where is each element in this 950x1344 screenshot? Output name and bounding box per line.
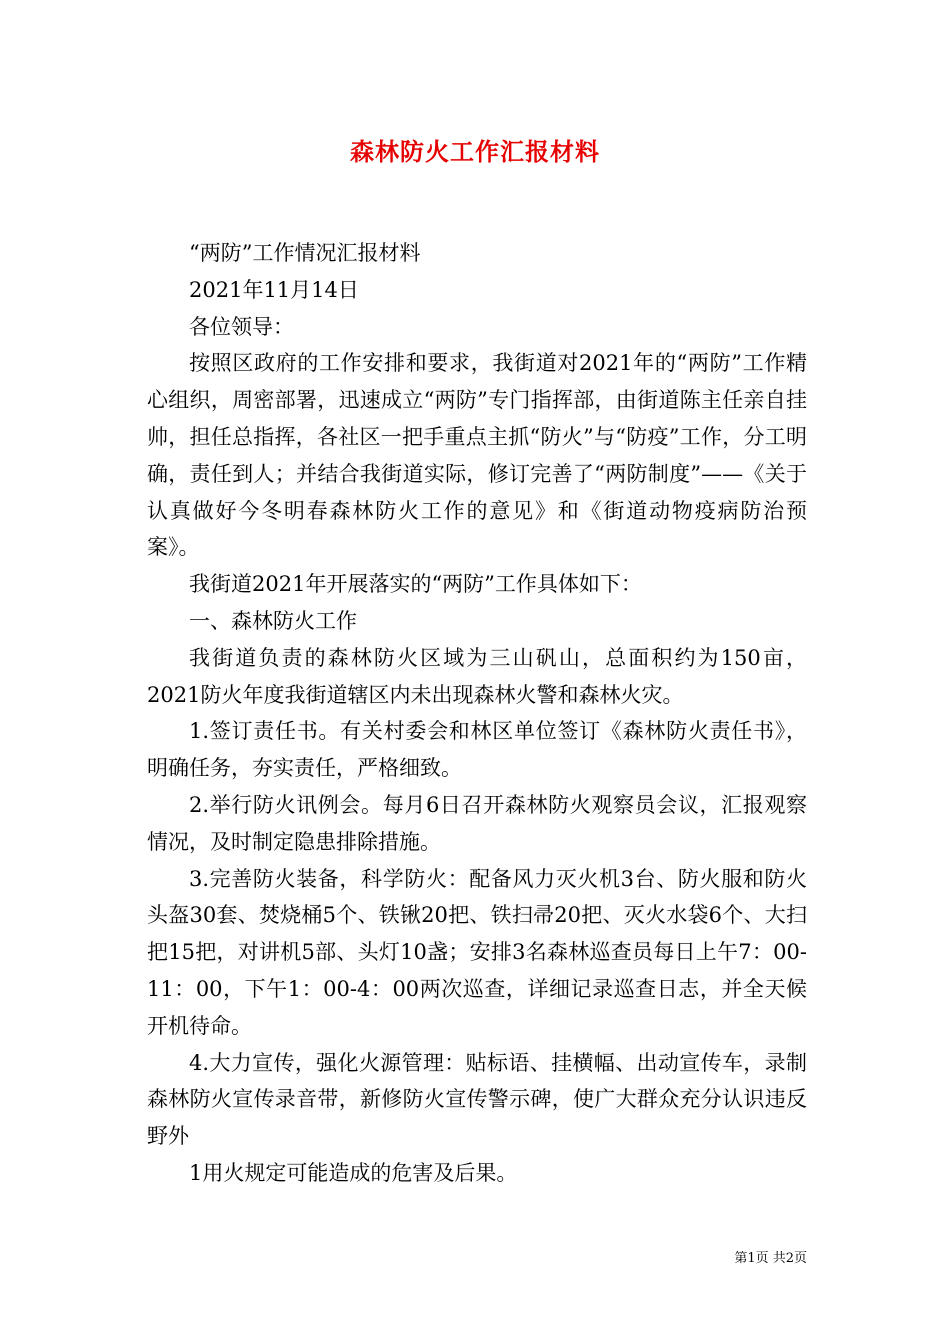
paragraph: 按照区政府的工作安排和要求，我街道对2021年的“两防”工作精心组织，周密部署，迅速成立“两防”专门指挥部，由街道陈主任亲自挂帅，担任总指挥，各社区一把手重点主抓“防火”与“防疫”工作，分工明确，责任到人；并结合我街道实际，修订完善了“两防制度”——《关于认真做好今冬明春森林防火工作的意见》和《街道动物疫病防治预案》。 xyxy=(147,351,807,560)
paragraph: 3.完善防火装备，科学防火：配备风力灭火机3台、防火服和防火头盔30套、焚烧桶5个、铁锹20把、铁扫帚20把、灭火水袋6个、大扫把15把，对讲机5部、头灯10盏；安排3名森林巡查员每日上午7：00-11：00，下午1：00-4：00两次巡查，详细记录巡查日志，并全天候开机待命。 xyxy=(147,866,807,1038)
paragraph: 4.大力宣传，强化火源管理：贴标语、挂横幅、出动宣传车，录制森林防火宣传录音带，新修防火宣传警示碑，使广大群众充分认识违反野外 xyxy=(147,1050,807,1149)
paragraph: 2021年11月14日 xyxy=(189,277,359,302)
paragraph: 2.举行防火讯例会。每月6日召开森林防火观察员会议，汇报观察情况，及时制定隐患排除措施。 xyxy=(147,792,807,854)
paragraph: 我街道2021年开展落实的“两防”工作具体如下： xyxy=(189,572,642,597)
paragraph: 1用火规定可能造成的危害及后果。 xyxy=(189,1160,518,1185)
document-body xyxy=(147,235,807,1192)
paragraph: 各位领导： xyxy=(189,314,294,339)
page-number: 第1页 共2页 xyxy=(734,1251,807,1266)
paragraph: 一、森林防火工作 xyxy=(189,608,357,633)
paragraph: 1.签订责任书。有关村委会和林区单位签订《森林防火责任书》，明确任务，夯实责任，严格细致。 xyxy=(147,719,807,781)
paragraph: 我街道负责的森林防火区域为三山矾山，总面积约为150亩，2021防火年度我街道辖区内未出现森林火警和森林火灾。 xyxy=(147,645,807,707)
paragraph: “两防”工作情况汇报材料 xyxy=(189,241,421,265)
document-title: 森林防火工作汇报材料 xyxy=(350,137,600,166)
